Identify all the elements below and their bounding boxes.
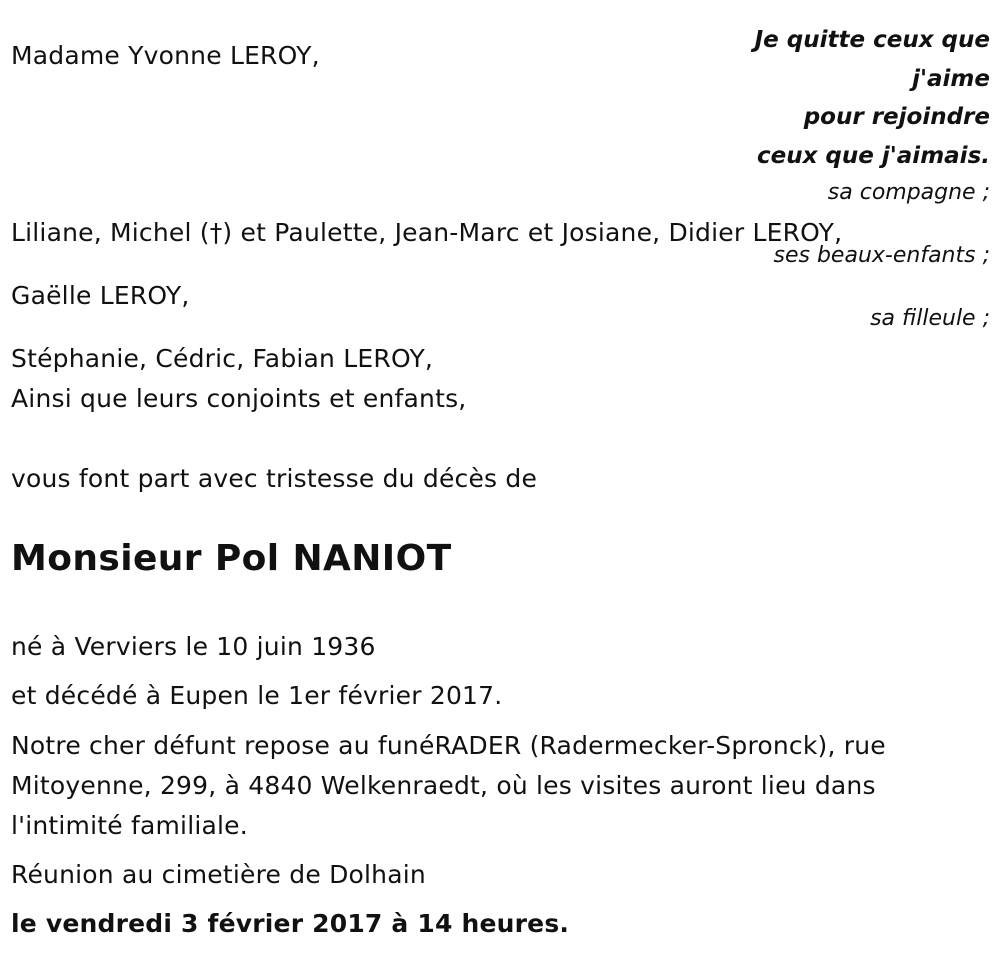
poem-line-4: ceux que j'aimais. bbox=[756, 142, 990, 169]
stepchildren-names: Liliane, Michel (†) et Paulette, Jean-Marc et Josiane, Didier LEROY, bbox=[11, 218, 843, 247]
announcement-text: vous font part avec tristesse du décès de bbox=[11, 464, 538, 493]
deceased-name: Monsieur Pol NANIOT bbox=[11, 538, 452, 579]
poem-line-3: pour rejoindre bbox=[803, 104, 990, 130]
birth-info: né à Verviers le 10 juin 1936 bbox=[11, 632, 376, 661]
poem-quote bbox=[755, 21, 990, 175]
stepchildren-role: ses beaux-enfants ; bbox=[773, 243, 990, 268]
death-info: et décédé à Eupen le 1er février 2017. bbox=[11, 681, 503, 710]
spouses-line: Ainsi que leurs conjoints et enfants, bbox=[11, 384, 467, 413]
goddaughter-name: Gaëlle LEROY, bbox=[11, 281, 190, 310]
visitation-info: Notre cher défunt repose au funéRADER (Radermecker-Spronck), rue Mitoyenne, 299, à 4840 Welkenraedt, où les visites auront lieu dans l'intimité familiale. bbox=[11, 731, 886, 840]
meeting-info: Réunion au cimetière de Dolhain bbox=[11, 860, 426, 889]
goddaughter-role: sa filleule ; bbox=[870, 306, 990, 331]
companion-role: sa compagne ; bbox=[827, 180, 990, 205]
grandchildren-names: Stéphanie, Cédric, Fabian LEROY, bbox=[11, 344, 434, 373]
poem-line-1: Je quitte ceux que bbox=[754, 27, 990, 53]
ceremony-info: le vendredi 3 février 2017 à 14 heures. bbox=[11, 909, 570, 938]
poem-line-2: j'aime bbox=[912, 65, 990, 92]
companion-name: Madame Yvonne LEROY, bbox=[11, 41, 320, 70]
